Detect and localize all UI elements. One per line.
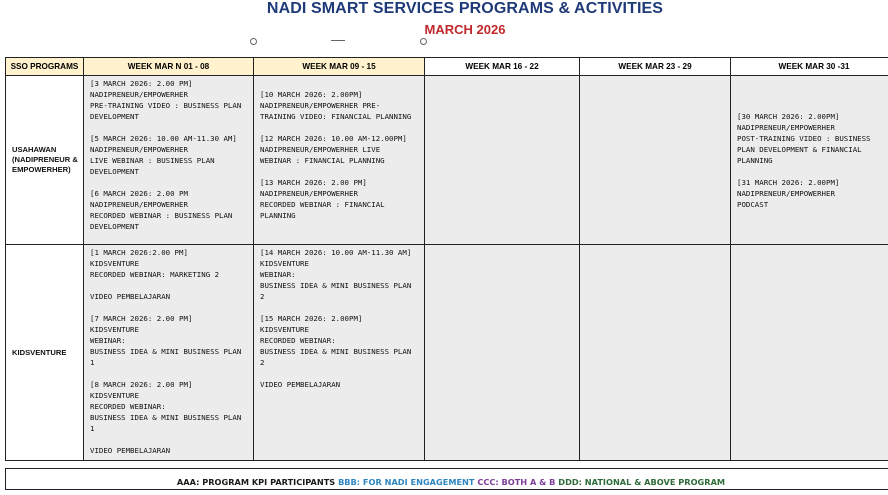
- table-cell[interactable]: [254, 245, 425, 461]
- table-row: [6, 76, 888, 245]
- activity-entry: [15 MARCH 2026: 2.00PM] KIDSVENTURE RECORDED WEBINAR: BUSINESS IDEA & MINI BUSINESS PLAN 2: [260, 313, 418, 368]
- legend-ddd: DDD: NATIONAL & ABOVE PROGRAM: [558, 477, 725, 487]
- activity-entry: VIDEO PEMBELAJARAN: [260, 379, 418, 390]
- table-cell[interactable]: [84, 245, 254, 461]
- activity-entry: [3 MARCH 2026: 2.00 PM] NADIPRENEUR/EMPOWERHER PRE-TRAINING VIDEO : BUSINESS PLAN DEVELOPMENT: [90, 78, 247, 122]
- activity-entry: [1 MARCH 2026:2.00 PM] KIDSVENTURE RECORDED WEBINAR: MARKETING 2: [90, 247, 247, 280]
- activity-entry: [10 MARCH 2026: 2.00PM] NADIPRENEUR/EMPOWERHER PRE- TRAINING VIDEO: FINANCIAL PLANNING: [260, 89, 418, 122]
- activity-entry: [5 MARCH 2026: 10.00 AM-11.30 AM] NADIPRENEUR/EMPOWERHER LIVE WEBINAR : BUSINESS PLAN DEVELOPMENT: [90, 133, 247, 177]
- header-week-1: WEEK MAR N 01 - 08: [84, 58, 254, 76]
- legend-bbb: BBB: FOR NADI ENGAGEMENT: [338, 477, 474, 487]
- legend-bar: [5, 468, 888, 490]
- page-title: NADI SMART SERVICES PROGRAMS & ACTIVITIES: [0, 0, 888, 18]
- table-cell[interactable]: [425, 76, 580, 245]
- activity-entry: [8 MARCH 2026: 2.00 PM] KIDSVENTURE RECORDED WEBINAR: BUSINESS IDEA & MINI BUSINESS PLAN 1: [90, 379, 247, 434]
- table-cell[interactable]: [84, 76, 254, 245]
- table-cell[interactable]: [254, 76, 425, 245]
- table-cell[interactable]: [731, 245, 888, 461]
- program-label: KIDSVENTURE: [12, 348, 83, 358]
- header-week-4: WEEK MAR 23 - 29: [580, 58, 731, 76]
- activity-entry: [6 MARCH 2026: 2.00 PM NADIPRENEUR/EMPOWERHER RECORDED WEBINAR : BUSINESS PLAN DEVELOPMENT: [90, 188, 247, 232]
- header-week-2: WEEK MAR 09 - 15: [254, 58, 425, 76]
- program-name: [6, 245, 84, 461]
- page-subtitle: MARCH 2026: [0, 22, 888, 37]
- activity-entry: [12 MARCH 2026: 10.00 AM-12.00PM] NADIPRENEUR/EMPOWERHER LIVE WEBINAR : FINANCIAL PLANNING: [260, 133, 418, 166]
- activity-entry: [7 MARCH 2026: 2.00 PM] KIDSVENTURE WEBINAR: BUSINESS IDEA & MINI BUSINESS PLAN 1: [90, 313, 247, 368]
- activity-entry: [31 MARCH 2026: 2.00PM] NADIPRENEUR/EMPOWERHER PODCAST: [737, 177, 888, 210]
- header-week-5: WEEK MAR 30 -31: [731, 58, 888, 76]
- shape-handle-line: [331, 40, 345, 41]
- schedule-table: [5, 57, 888, 461]
- table-cell[interactable]: [580, 245, 731, 461]
- program-label: USAHAWAN (NADIPRENEUR & EMPOWERHER): [12, 145, 83, 175]
- table-cell[interactable]: [580, 76, 731, 245]
- program-name: [6, 76, 84, 245]
- table-cell[interactable]: [425, 245, 580, 461]
- table-header-row: [6, 58, 888, 76]
- activity-entry: VIDEO PEMBELAJARAN: [90, 445, 247, 456]
- activity-entry: [14 MARCH 2026: 10.00 AM-11.30 AM] KIDSVENTURE WEBINAR: BUSINESS IDEA & MINI BUSINESS PLAN 2: [260, 247, 418, 302]
- legend-aaa: AAA: PROGRAM KPI PARTICIPANTS: [177, 477, 335, 487]
- table-cell[interactable]: [731, 76, 888, 245]
- legend-ccc: CCC: BOTH A & B: [477, 477, 555, 487]
- activity-entry: [13 MARCH 2026: 2.00 PM] NADIPRENEUR/EMPOWERHER RECORDED WEBINAR : FINANCIAL PLANNING: [260, 177, 418, 221]
- shape-handle-icon[interactable]: [420, 38, 427, 45]
- table-row: [6, 245, 888, 461]
- activity-entry: VIDEO PEMBELAJARAN: [90, 291, 247, 302]
- header-sso-programs: SSO PROGRAMS: [6, 58, 84, 76]
- shape-handle-icon[interactable]: [250, 38, 257, 45]
- header-week-3: WEEK MAR 16 - 22: [425, 58, 580, 76]
- activity-entry: [30 MARCH 2026: 2.00PM] NADIPRENEUR/EMPOWERHER POST-TRAINING VIDEO : BUSINESS PLAN DEVELOPMENT & FINANCIAL PLANNING: [737, 111, 888, 166]
